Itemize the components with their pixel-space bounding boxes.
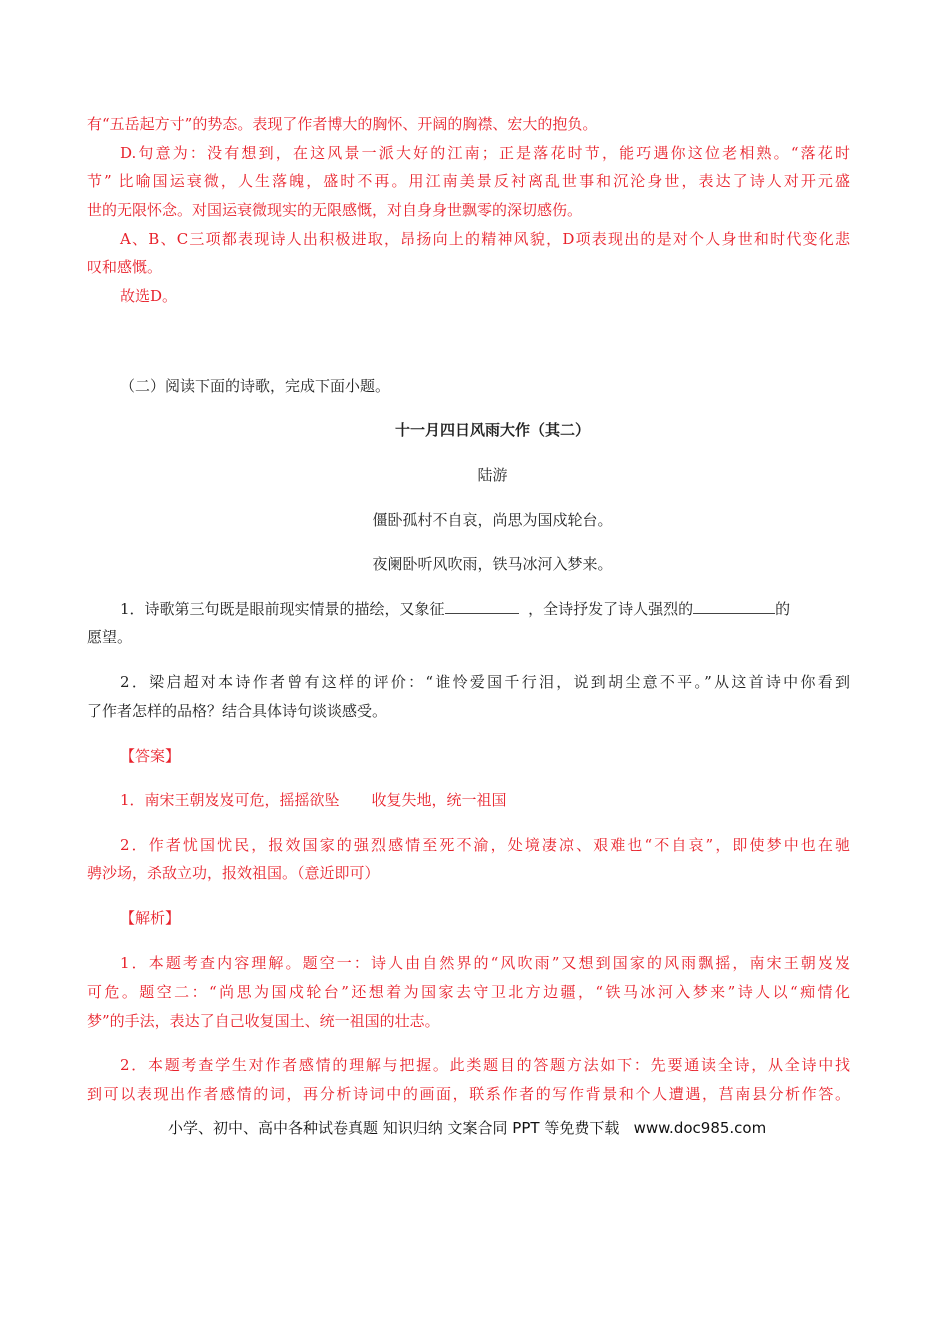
poem-title: 十一月四日风雨大作（其二）	[394, 421, 590, 439]
answer-2-line2: 骋沙场，杀敌立功，报效祖国。（意近即可）	[87, 864, 380, 882]
question-2-line1: 2．梁启超对本诗作者曾有这样的评价：“谁怜爱国千行泪，说到胡尘意不平。”从这首诗中你看到	[120, 673, 850, 691]
prev-analysis-line: D.句意为：没有想到，在这风景一派大好的江南；正是落花时节，能巧遇你这位老相熟。“落花时	[120, 144, 850, 162]
answer-1-part1: 1．南宋王朝岌岌可危，摇摇欲坠	[120, 791, 340, 809]
section-intro: （二）阅读下面的诗歌，完成下面小题。	[120, 377, 391, 395]
answer-blank-1	[445, 599, 519, 614]
analysis-2-line: 到可以表现出作者感情的词，再分析诗词中的画面，联系作者的写作背景和个人遭遇，莒南县分析作答。	[87, 1085, 850, 1103]
poem-author: 陆游	[477, 466, 508, 484]
prev-analysis-line: 叹和感慨。	[87, 258, 163, 276]
prev-analysis-line: A、B、C三项都表现诗人出积极进取，昂扬向上的精神风貌，D项表现出的是对个人身世和时代变化悲	[120, 230, 850, 248]
answer-1	[120, 790, 850, 810]
analysis-1-line: 1．本题考查内容理解。题空一：诗人由自然界的“风吹雨”又想到国家的风雨飘摇，南宋王朝岌岌	[120, 954, 850, 972]
answer-2-line1: 2．作者忧国忧民，报效国家的强烈感情至死不渝，处境凄凉、艰难也“不自哀”，即使梦中也在驰	[120, 836, 850, 854]
prev-analysis-line: 有“五岳起方寸”的势态。表现了作者博大的胸怀、开阔的胸襟、宏大的抱负。	[87, 115, 598, 133]
answer-1-part2: 收复失地，统一祖国	[371, 791, 507, 809]
question-1-text-a: 1．诗歌第三句既是眼前现实情景的描绘，又象征	[120, 600, 445, 618]
poem-line: 僵卧孤村不自哀，尚思为国戍轮台。	[372, 511, 613, 529]
footer-banner: 小学、初中、高中各种试卷真题 知识归纳 文案合同 PPT 等免费下载 www.doc985.com	[168, 1119, 767, 1137]
question-2-line2: 了作者怎样的品格？结合具体诗句谈谈感受。	[87, 702, 388, 720]
analysis-1-line: 梦”的手法，表达了自己收复国土、统一祖国的壮志。	[87, 1012, 440, 1030]
question-1	[120, 599, 850, 619]
poem-line: 夜阑卧听风吹雨，铁马冰河入梦来。	[372, 555, 613, 573]
question-1-text-c: 的	[775, 600, 791, 618]
analysis-1-line: 可危。题空二：“尚思为国戍轮台”还想着为国家去守卫北方边疆，“铁马冰河入梦来”诗人以“痴情化	[87, 983, 850, 1001]
answer-heading: 【答案】	[120, 747, 181, 765]
prev-analysis-line: 世的无限怀念。对国运衰微现实的无限感慨，对自身身世飘零的深切感伤。	[87, 201, 583, 219]
prev-analysis-line: 故选D。	[120, 287, 178, 305]
question-1-line2: 愿望。	[87, 628, 133, 646]
question-1-text-b: ，全诗抒发了诗人强烈的	[528, 600, 694, 618]
analysis-2-line: 2．本题考查学生对作者感情的理解与把握。此类题目的答题方法如下：先要通读全诗，从全诗中找	[120, 1056, 850, 1074]
answer-blank-2	[693, 599, 775, 614]
prev-analysis-line: 节” 比喻国运衰微，人生落魄，盛时不再。用江南美景反衬离乱世事和沉沦身世，表达了诗人对开元盛	[87, 172, 850, 190]
analysis-heading: 【解析】	[120, 909, 181, 927]
